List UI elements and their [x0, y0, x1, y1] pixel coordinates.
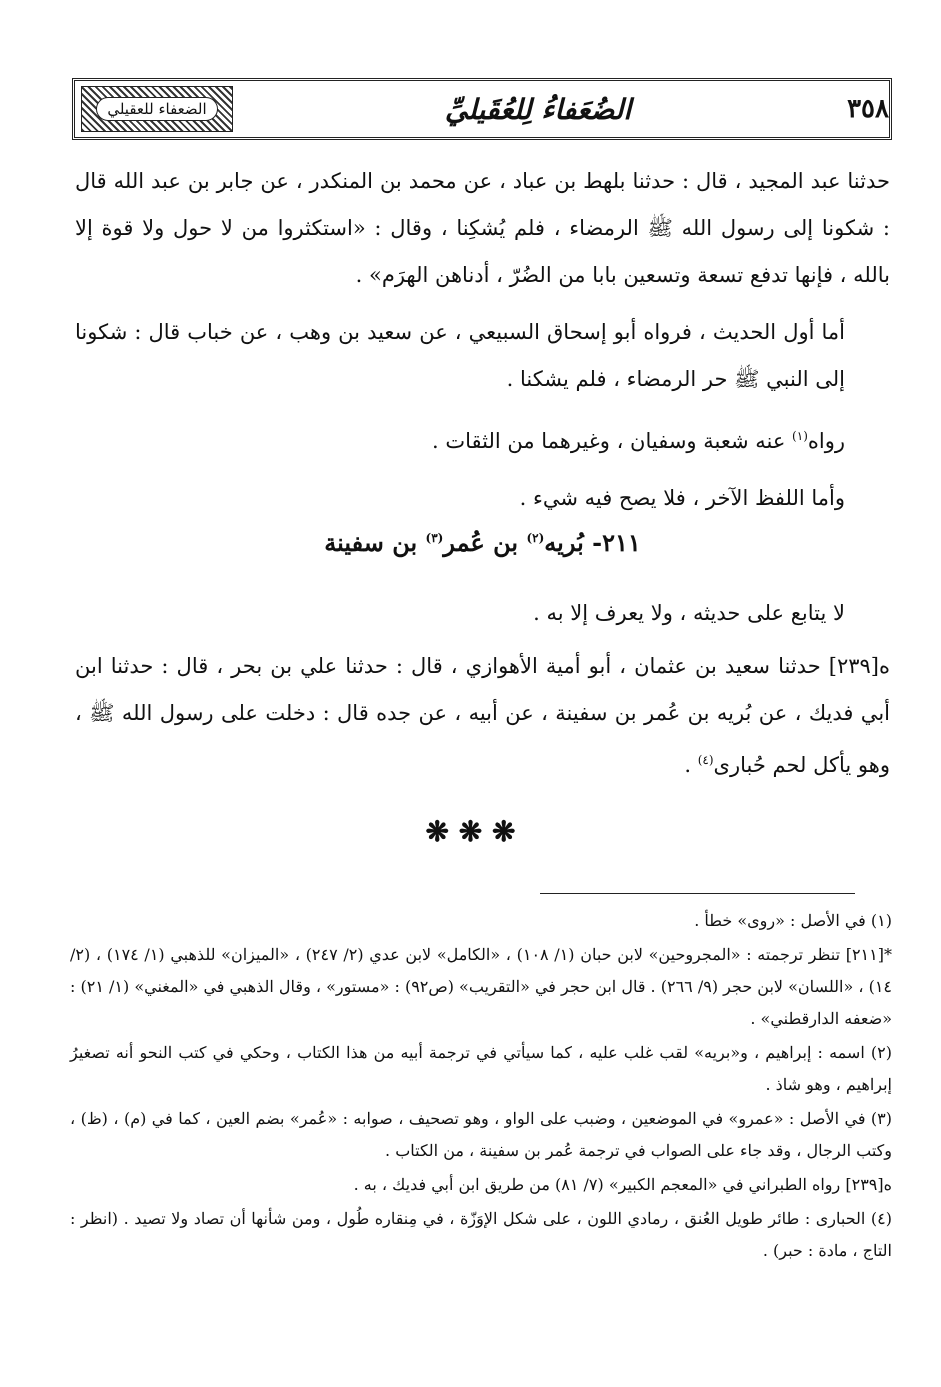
footnote-ref-2: (٢): [526, 531, 545, 545]
entry-text: [75, 590, 890, 795]
entry-paragraph-2: ه[٢٣٩] حدثنا سعيد بن عثمان ، أبو أمية الأهوازي ، قال : حدثنا علي بن بحر ، قال : حدثنا ابن أبي فديك ، عن بُريه بن عُمر بن سفينة ، عن أبيه ، عن جده قال : دخلت على رسول الله ﷺ ، وهو يأكل لحم حُبارى$^{(٤)}$ .: [75, 654, 890, 777]
footnote-ref-3: (٣): [425, 531, 444, 545]
entry-number: ٢١١-: [592, 528, 641, 557]
running-title: الضُعَفاءُ لِلعُقَيليِّ: [444, 92, 632, 126]
footnote-4: (٤) الحبارى : طائر طويل العُنق ، رمادي اللون ، على شكل الإوَزّة ، في مِنقاره طُول ، ومن شأنها أن تصاد ولا تصيد . (انظر : التاج ، مادة : حبر) .: [70, 1209, 892, 1260]
footnote-1: (١) في الأصل : «روى» خطأ .: [694, 911, 892, 930]
page-header: [72, 78, 892, 140]
page-number: ٣٥٨: [847, 94, 889, 124]
footnote-hadith-239: ه[٢٣٩] رواه الطبراني في «المعجم الكبير» (٧/ ٨١) من طريق ابن أبي فديك ، به .: [353, 1175, 892, 1194]
paragraph-2: أما أول الحديث ، فرواه أبو إسحاق السبيعي ، عن سعيد بن وهب ، عن خباب قال : شكونا إلى النبي ﷺ حر الرمضاء ، فلم يشكنا .: [75, 320, 845, 391]
paragraph-3: رواه$^{(١)}$ عنه شعبة وسفيان ، وغيرهما من الثقات .: [431, 429, 845, 453]
footnote-2: (٢) اسمه : إبراهيم ، و«بريه» لقب غلب عليه ، كما سيأتي في ترجمة أبيه من هذا الكتاب ، وحكي في كتب النحو أنه تصغيرُ إبراهيم ، وهو شاذ .: [70, 1043, 892, 1094]
section-separator: ❋ ❋ ❋: [425, 815, 516, 848]
paragraph-1: حدثنا عبد المجيد ، قال : حدثنا بلهط بن عباد ، عن محمد بن المنكدر ، عن جابر بن عبد الله قال : شكونا إلى رسول الله ﷺ الرمضاء ، فلم يُشكِنا ، وقال : «استكثروا من لا حول ولا قوة إلا بالله ، فإنها تدفع تسعة وتسعين بابا من الضُرّ ، أدناهن الهرَم» .: [75, 169, 890, 287]
footnote-rule: [540, 893, 855, 894]
footnote-ref-4: (٤): [697, 753, 714, 767]
footnote-ref-1: (١): [792, 429, 808, 443]
footnotes: [70, 905, 892, 1269]
main-text: [75, 158, 890, 532]
paragraph-4: وأما اللفظ الآخر ، فلا يصح فيه شيء .: [519, 486, 845, 510]
entry-heading: ٢١١- بُريه$^{(٢)}$ بن عُمر$^{(٣)}$ بن سفينة: [324, 528, 641, 557]
ornament-label: الضعفاء للعقيلي: [96, 97, 217, 121]
footnote-entry-211: *[٢١١] تنظر ترجمته : «المجروحين» لابن حبان (١/ ١٠٨) ، «الكامل» لابن عدي (٢/ ٢٤٧) ، «الميزان» للذهبي (١/ ١٧٤) ، (٢/ ١٤) ، «اللسان» لابن حجر (٩/ ٢٦٦) . قال ابن حجر في «التقريب» (ص٩٢) : «مستور» ، وقال الذهبي في «المغني» (١/ ٢١) : «ضعفه الدارقطني» .: [70, 945, 892, 1028]
entry-paragraph-1: لا يتابع على حديثه ، ولا يعرف إلا به .: [533, 601, 845, 625]
header-ornament-right: [81, 86, 233, 132]
footnote-3: (٣) في الأصل : «عمرو» في الموضعين ، وضبب على الواو ، وهو تصحيف ، صوابه : «عُمر» بضم العين ، كما في (م) ، (ظ) ، وكتب الرجال ، وقد جاء على الصواب في ترجمة عُمر بن سفينة ، من الكتاب .: [70, 1109, 892, 1160]
